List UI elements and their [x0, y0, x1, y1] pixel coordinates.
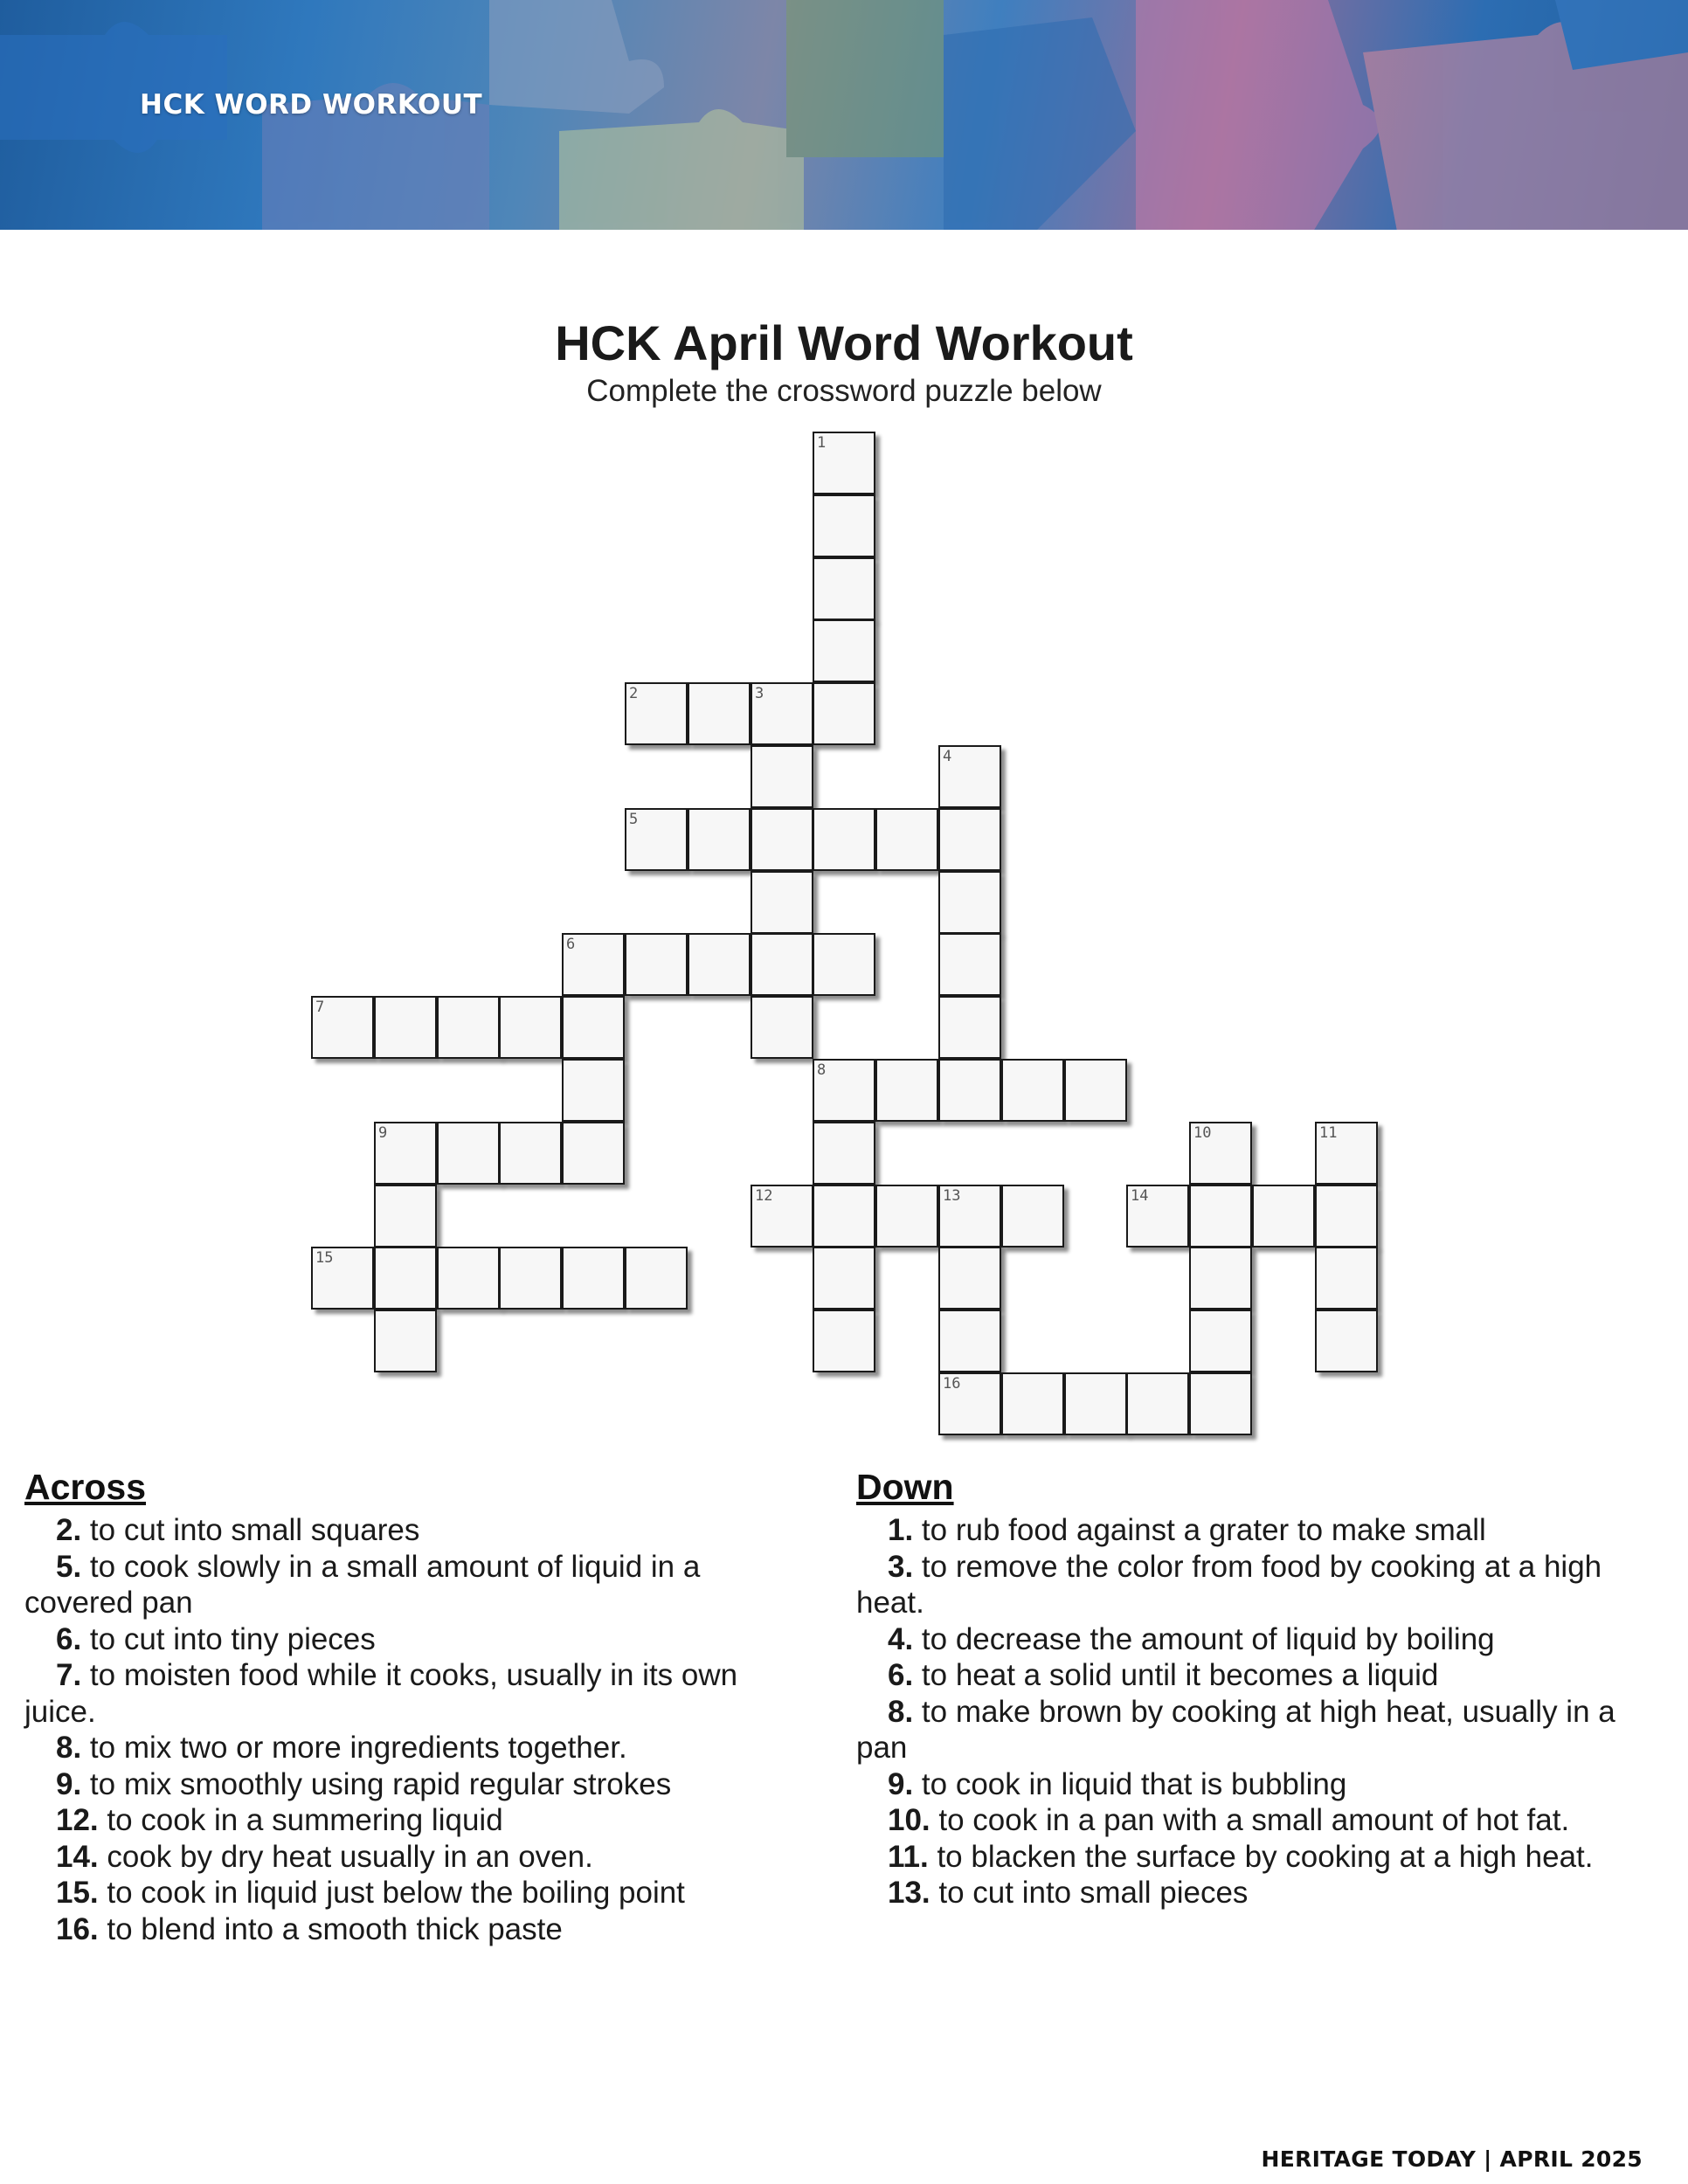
down-clues	[856, 1468, 1669, 1911]
crossword-cell[interactable]	[813, 619, 875, 682]
crossword-cell[interactable]	[562, 996, 625, 1059]
clue-text: to cook in liquid just below the boiling point	[98, 1876, 685, 1911]
crossword-cell[interactable]	[437, 996, 500, 1059]
down-clue	[856, 1839, 1669, 1876]
clue-text: to make brown by cooking at high heat, usually in a	[913, 1694, 1615, 1729]
crossword-cell[interactable]	[625, 1247, 688, 1310]
clue-number: 13.	[888, 1876, 930, 1911]
crossword-cell[interactable]	[813, 1310, 875, 1372]
clue-text: to moisten food while it cooks, usually in its own	[81, 1658, 738, 1693]
cell-number: 6	[566, 936, 576, 953]
crossword-cell[interactable]	[813, 682, 875, 745]
crossword-cell[interactable]	[875, 1059, 938, 1122]
clue-number: 8.	[56, 1731, 82, 1766]
crossword-cell[interactable]	[374, 996, 437, 1059]
across-heading: Across	[24, 1467, 147, 1507]
down-clue	[856, 1875, 1669, 1911]
crossword-cell[interactable]	[751, 808, 813, 871]
clue-text: to blacken the surface by cooking at a high heat.	[928, 1839, 1594, 1874]
crossword-cell[interactable]	[938, 1372, 1001, 1435]
crossword-cell[interactable]	[499, 996, 562, 1059]
crossword-cell[interactable]	[751, 682, 813, 745]
clue-number: 9.	[56, 1766, 82, 1801]
across-clue	[24, 1875, 811, 1911]
cell-number: 10	[1193, 1124, 1212, 1142]
cell-number: 7	[315, 999, 325, 1016]
clue-number: 9.	[888, 1766, 914, 1801]
clue-number: 8.	[888, 1694, 914, 1729]
clue-text: to cook in a pan with a small amount of hot fat.	[930, 1803, 1570, 1838]
crossword-cell[interactable]	[751, 871, 813, 934]
page-subtitle: Complete the crossword puzzle below	[586, 374, 1102, 408]
crossword-cell[interactable]	[1001, 1059, 1064, 1122]
crossword-cell[interactable]	[625, 808, 688, 871]
clue-text: to cook in liquid that is bubbling	[913, 1766, 1347, 1801]
across-clue	[24, 1802, 811, 1839]
clue-text: to cook in a summering liquid	[98, 1803, 503, 1838]
clue-number: 15.	[56, 1876, 99, 1911]
crossword-cell[interactable]	[813, 432, 875, 494]
crossword-cell[interactable]	[625, 682, 688, 745]
crossword-cell[interactable]	[437, 1122, 500, 1185]
crossword-cell[interactable]	[688, 808, 751, 871]
clue-text: cook by dry heat usually in an oven.	[98, 1839, 593, 1874]
down-clue	[856, 1657, 1669, 1694]
cell-number: 3	[755, 685, 764, 702]
clue-text: to cut into tiny pieces	[81, 1621, 376, 1656]
crossword-cell[interactable]	[1064, 1372, 1127, 1435]
crossword-cell[interactable]	[374, 1310, 437, 1372]
footer-text: HERITAGE TODAY | APRIL 2025	[1261, 2146, 1643, 2172]
down-clue	[856, 1512, 1669, 1549]
crossword-cell[interactable]	[562, 1059, 625, 1122]
crossword-cell[interactable]	[625, 933, 688, 996]
crossword-cell[interactable]	[813, 557, 875, 620]
clue-number: 6.	[56, 1621, 82, 1656]
down-clue-list	[856, 1512, 1669, 1911]
across-clue	[24, 1621, 811, 1658]
crossword-cell[interactable]	[1315, 1247, 1378, 1310]
crossword-cell[interactable]	[1126, 1185, 1189, 1248]
across-clue	[24, 1911, 811, 1948]
crossword-cell[interactable]	[1252, 1185, 1315, 1248]
clue-number: 16.	[56, 1911, 99, 1946]
clue-text-continued: heat.	[856, 1586, 924, 1621]
across-clues	[24, 1468, 811, 1947]
clue-number: 3.	[888, 1549, 914, 1584]
crossword-cell[interactable]	[1189, 1247, 1252, 1310]
cell-number: 5	[629, 811, 639, 828]
clue-text: to mix smoothly using rapid regular strokes	[81, 1766, 672, 1801]
clue-number: 14.	[56, 1839, 99, 1874]
crossword-cell[interactable]	[1064, 1059, 1127, 1122]
cell-number: 15	[315, 1249, 334, 1267]
crossword-cell[interactable]	[938, 933, 1001, 996]
crossword-cell[interactable]	[751, 1185, 813, 1248]
down-clue	[856, 1549, 1669, 1586]
clue-number: 1.	[888, 1513, 914, 1548]
page-title: HCK April Word Workout	[555, 315, 1133, 370]
cell-number: 2	[629, 685, 639, 702]
crossword-cell[interactable]	[562, 933, 625, 996]
across-clue	[24, 1657, 811, 1694]
crossword-cell[interactable]	[813, 808, 875, 871]
clue-text: to blend into a smooth thick paste	[98, 1911, 563, 1946]
clue-text-continued: pan	[856, 1731, 908, 1766]
crossword-cell[interactable]	[1001, 1185, 1064, 1248]
crossword-cell[interactable]	[813, 1122, 875, 1185]
clue-number: 12.	[56, 1803, 99, 1838]
crossword-cell[interactable]	[1189, 1122, 1252, 1185]
crossword-cell[interactable]	[938, 1059, 1001, 1122]
cell-number: 14	[1131, 1187, 1149, 1205]
across-clue	[24, 1766, 811, 1803]
cell-number: 8	[817, 1061, 827, 1079]
crossword-cell[interactable]	[938, 1185, 1001, 1248]
crossword-cell[interactable]	[813, 1059, 875, 1122]
clue-text: to cut into small pieces	[930, 1876, 1249, 1911]
clue-number: 10.	[888, 1803, 930, 1838]
header-banner	[0, 0, 1688, 230]
crossword-cell[interactable]	[499, 1122, 562, 1185]
clue-number: 2.	[56, 1513, 82, 1548]
down-clue	[856, 1802, 1669, 1839]
crossword-cell[interactable]	[688, 682, 751, 745]
crossword-cell[interactable]	[374, 1185, 437, 1248]
crossword-cell[interactable]	[1189, 1310, 1252, 1372]
crossword-cell[interactable]	[813, 933, 875, 996]
across-clue	[24, 1839, 811, 1876]
crossword-cell[interactable]	[1189, 1372, 1252, 1435]
clue-number: 7.	[56, 1658, 82, 1693]
clue-text-continued: juice.	[24, 1694, 96, 1729]
crossword-cell[interactable]	[813, 1247, 875, 1310]
crossword-cell[interactable]	[1315, 1310, 1378, 1372]
cell-number: 1	[817, 434, 827, 452]
clue-text: to remove the color from food by cooking at a high	[913, 1549, 1602, 1584]
crossword-cell[interactable]	[1126, 1372, 1189, 1435]
clue-text: to rub food against a grater to make small	[913, 1513, 1486, 1548]
crossword-cell[interactable]	[938, 1310, 1001, 1372]
crossword-cell[interactable]	[813, 494, 875, 557]
clue-text: to cook slowly in a small amount of liquid in a	[81, 1549, 701, 1584]
crossword-cell[interactable]	[1315, 1122, 1378, 1185]
cell-number: 13	[943, 1187, 961, 1205]
crossword-cell[interactable]	[688, 933, 751, 996]
crossword-cell[interactable]	[875, 1185, 938, 1248]
crossword-cell[interactable]	[1001, 1372, 1064, 1435]
crossword-cell[interactable]	[562, 1122, 625, 1185]
clue-text-continued: covered pan	[24, 1586, 193, 1621]
cell-number: 12	[755, 1187, 773, 1205]
crossword-cell[interactable]	[1189, 1185, 1252, 1248]
clue-text: to cut into small squares	[81, 1513, 420, 1548]
clue-number: 6.	[888, 1658, 914, 1693]
crossword-cell[interactable]	[938, 808, 1001, 871]
crossword-cell[interactable]	[1315, 1185, 1378, 1248]
crossword-cell[interactable]	[751, 996, 813, 1059]
clue-number: 11.	[888, 1839, 929, 1874]
down-heading: Down	[856, 1467, 954, 1507]
down-clue	[856, 1694, 1669, 1731]
crossword-cell[interactable]	[938, 1247, 1001, 1310]
clue-number: 4.	[888, 1621, 914, 1656]
crossword-cell[interactable]	[311, 1247, 374, 1310]
clue-text: to heat a solid until it becomes a liquid	[913, 1658, 1439, 1693]
crossword-cell[interactable]	[751, 745, 813, 808]
down-clue	[856, 1621, 1669, 1658]
crossword-cell[interactable]	[311, 996, 374, 1059]
crossword-cell[interactable]	[938, 745, 1001, 808]
across-clue	[24, 1549, 811, 1586]
crossword-cell[interactable]	[374, 1122, 437, 1185]
crossword-cell[interactable]	[938, 996, 1001, 1059]
cell-number: 9	[378, 1124, 388, 1142]
clue-text: to mix two or more ingredients together.	[81, 1731, 627, 1766]
crossword-cell[interactable]	[499, 1247, 562, 1310]
crossword-cell[interactable]	[875, 808, 938, 871]
down-clue	[856, 1766, 1669, 1803]
cell-number: 4	[943, 748, 952, 765]
crossword-cell[interactable]	[751, 933, 813, 996]
cell-number: 16	[943, 1375, 961, 1393]
crossword-cell[interactable]	[437, 1247, 500, 1310]
crossword-cell[interactable]	[813, 1185, 875, 1248]
cell-number: 11	[1319, 1124, 1338, 1142]
crossword-cell[interactable]	[374, 1247, 437, 1310]
across-clue	[24, 1512, 811, 1549]
clue-number: 5.	[56, 1549, 82, 1584]
clue-text: to decrease the amount of liquid by boiling	[913, 1621, 1495, 1656]
banner-title: HCK WORD WORKOUT	[140, 89, 483, 121]
across-clue-list	[24, 1512, 811, 1947]
crossword-cell[interactable]	[562, 1247, 625, 1310]
across-clue	[24, 1730, 811, 1766]
crossword-cell[interactable]	[938, 871, 1001, 934]
